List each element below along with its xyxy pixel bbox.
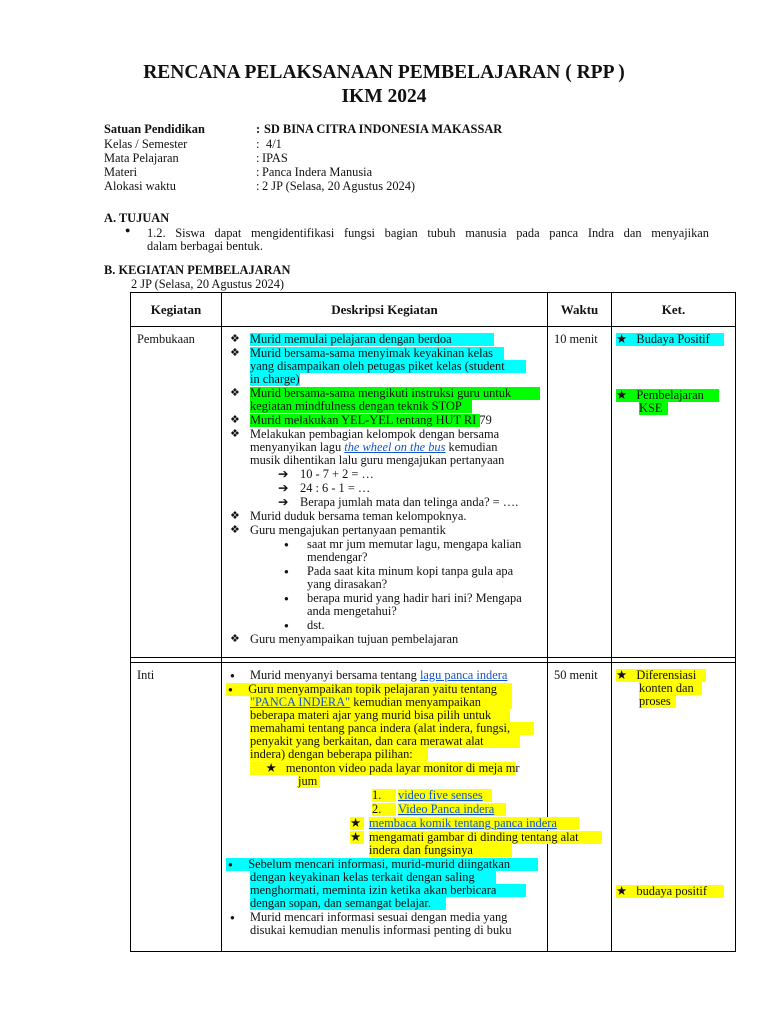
cell-deskripsi	[222, 327, 548, 658]
video-link-panca-indera[interactable]	[398, 803, 506, 816]
ket-text: KSE	[639, 402, 668, 415]
cell-kegiatan	[131, 663, 222, 952]
desc-text: Murid mencari informasi sesuai dengan media yang	[250, 910, 508, 924]
identity-sep: :	[256, 122, 261, 136]
desc-text: Murid menyanyi bersama tentang	[250, 668, 420, 682]
waktu-text: 10 menit	[554, 332, 598, 346]
list-number: 1.	[372, 789, 396, 802]
cell-ket	[612, 663, 736, 952]
ket-text: proses	[639, 695, 676, 708]
star-icon: ★	[616, 884, 628, 898]
link-text[interactable]: membaca komik tentang panca indera	[369, 816, 557, 830]
identity-value-materi: Panca Indera Manusia	[262, 165, 373, 179]
identity-sep: :	[256, 165, 260, 179]
bullet-icon: ●	[284, 540, 289, 549]
question-text: 24 : 6 - 1 = …	[300, 481, 371, 495]
cell-ket	[612, 327, 736, 658]
desc-text: dengan sopan, dan semangat belajar.	[250, 897, 446, 910]
identity-value-mapel: IPAS	[262, 151, 288, 165]
pemantik-text: dst.	[307, 618, 325, 632]
desc-text: kemudian menyampaikan	[350, 695, 481, 709]
desc-text: in charge)	[250, 372, 300, 386]
bullet-icon: ●	[284, 594, 289, 603]
topic-link-panca-indera[interactable]: "PANCA INDERA"	[250, 695, 351, 709]
table-row-pembukaan	[131, 327, 736, 658]
desc-text: menyanyikan lagu	[250, 440, 345, 454]
cell-kegiatan	[131, 327, 222, 658]
ket-text: konten dan	[639, 682, 702, 695]
question-text: Berapa jumlah mata dan telinga anda? = ….	[300, 495, 519, 509]
cell-waktu	[548, 327, 612, 658]
desc-text: Murid bersama-sama mengikuti instruksi guru untuk	[250, 387, 540, 400]
bullet-icon: ●	[230, 913, 235, 922]
star-icon: ★	[616, 388, 628, 402]
link-text[interactable]: video five senses	[398, 788, 483, 802]
desc-text: kegiatan mindfulness dengan teknik STOP	[250, 400, 472, 413]
arrow-right-icon: ➔	[278, 467, 289, 481]
table-header-row	[131, 293, 736, 327]
identity-label-alokasi: Alokasi waktu	[104, 179, 176, 193]
waktu-text: 50 menit	[554, 668, 598, 682]
song-link-panca-indera[interactable]: lagu panca indera	[419, 668, 508, 682]
desc-text: Murid memulai pelajaran dengan berdoa	[250, 333, 494, 346]
diamond-bullet-icon: ❖	[230, 333, 240, 345]
desc-text: Melakukan pembagian kelompok dengan bersama	[250, 427, 500, 441]
desc-text: Sebelum mencari informasi, murid-murid diingatkan	[248, 857, 511, 871]
header-waktu: Waktu	[548, 293, 612, 327]
diamond-bullet-icon: ❖	[230, 414, 240, 426]
kegiatan-table	[130, 292, 736, 952]
desc-text	[250, 761, 520, 775]
identity-value-kelas: 4/1	[266, 137, 282, 151]
diamond-bullet-icon: ❖	[230, 387, 240, 399]
arrow-right-icon: ➔	[278, 481, 289, 495]
pemantik-text: berapa murid yang hadir hari ini? Mengapa	[307, 591, 522, 605]
desc-text: menghormati, meminta izin ketika akan berbicara	[250, 884, 526, 897]
desc-text: mengamati gambar di dinding tentang alat	[369, 831, 602, 844]
table-row-inti	[131, 663, 736, 952]
desc-text: dengan keyakinan kelas terkait dengan saling	[250, 871, 496, 884]
desc-text: memahami tentang panca indera (alat indera, fungsi,	[250, 722, 534, 735]
bullet-icon: ●	[284, 621, 289, 630]
diamond-bullet-icon: ❖	[230, 347, 240, 359]
identity-value-alokasi: 2 JP (Selasa, 20 Agustus 2024)	[262, 179, 416, 193]
ket-text: Pembelajaran	[636, 388, 704, 402]
song-link-wheel-on-the-bus[interactable]: the wheel on the bus	[344, 440, 446, 454]
pemantik-text: anda mengetahui?	[307, 604, 397, 618]
header-ket: Ket.	[612, 293, 736, 327]
pemantik-text: saat mr jum memutar lagu, mengapa kalian	[307, 537, 522, 551]
comic-link-panca-indera[interactable]	[369, 817, 579, 830]
identity-label-kelas: Kelas / Semester	[104, 137, 188, 151]
identity-value-satuan: SD BINA CITRA INDONESIA MAKASSAR	[264, 122, 503, 136]
star-icon: ★	[616, 668, 628, 682]
kegiatan-label: Pembukaan	[137, 332, 195, 346]
tujuan-text-line1: 1.2. Siswa dapat mengidentifikasi fungsi bagian tubuh manusia pada panca Indra dan menyajikan	[147, 226, 709, 240]
desc-text: Guru menyampaikan tujuan pembelajaran	[250, 632, 459, 646]
desc-text: menonton video pada layar monitor di meja mr	[285, 761, 520, 775]
diamond-bullet-icon: ❖	[230, 510, 240, 522]
star-icon: ★	[350, 817, 364, 830]
question-text: 10 - 7 + 2 = …	[300, 467, 374, 481]
pemantik-text: Pada saat kita minum kopi tanpa gula apa	[307, 564, 514, 578]
diamond-bullet-icon: ❖	[230, 633, 240, 645]
desc-text: yang disampaikan oleh petugas piket kelas (student	[250, 360, 526, 373]
section-a-heading: A. TUJUAN	[104, 211, 170, 225]
identity-sep: :	[256, 137, 260, 151]
ket-text: budaya positif	[636, 884, 707, 898]
ket-label	[616, 885, 724, 898]
document-title: RENCANA PELAKSANAAN PEMBELAJARAN ( RPP )	[143, 62, 625, 83]
cell-waktu	[548, 663, 612, 952]
identity-sep: :	[256, 179, 260, 193]
kegiatan-label: Inti	[137, 668, 155, 682]
video-link-five-senses[interactable]	[398, 789, 492, 802]
desc-text: beberapa materi ajar yang murid bisa pilih untuk	[250, 709, 510, 722]
header-deskripsi: Deskripsi Kegiatan	[222, 293, 548, 327]
ket-text: Budaya Positif	[636, 332, 710, 346]
arrow-right-icon: ➔	[278, 495, 289, 509]
identity-sep: :	[256, 151, 260, 165]
desc-text: kemudian	[445, 440, 498, 454]
pemantik-text: mendengar?	[307, 550, 368, 564]
bullet-icon: ●	[226, 858, 242, 871]
document-subtitle: IKM 2024	[341, 86, 427, 107]
desc-text: indera) dengan beberapa pilihan:	[250, 748, 428, 761]
section-b-subheading: 2 JP (Selasa, 20 Agustus 2024)	[131, 277, 285, 291]
desc-text-with-link	[250, 669, 507, 682]
identity-label-materi: Materi	[104, 165, 138, 179]
tujuan-text-line2: dalam berbagai bentuk.	[147, 239, 263, 253]
desc-text: Murid duduk bersama teman kelompoknya.	[250, 509, 467, 523]
diamond-bullet-icon: ❖	[230, 428, 240, 440]
desc-text: musik dihentikan lalu guru mengajukan pertanyaan	[250, 453, 505, 467]
desc-text: Guru mengajukan pertanyaan pemantik	[250, 523, 446, 537]
desc-text: indera dan fungsinya	[369, 844, 512, 857]
bullet-icon: ●	[125, 225, 131, 235]
desc-text: Guru menyampaikan topik pelajaran yaitu tentang	[248, 682, 497, 696]
bullet-icon: ●	[284, 567, 289, 576]
star-icon: ★	[350, 831, 364, 844]
bullet-icon: ●	[230, 671, 235, 680]
list-number: 2.	[372, 803, 396, 816]
diamond-bullet-icon: ❖	[230, 524, 240, 536]
pemantik-text: yang dirasakan?	[307, 577, 388, 591]
header-kegiatan: Kegiatan	[131, 293, 222, 327]
ket-label	[616, 333, 724, 346]
desc-text: disukai kemudian menulis informasi penting di buku	[250, 923, 512, 937]
desc-text: jum	[298, 775, 320, 788]
ket-text: Diferensiasi	[636, 668, 697, 682]
identity-label-mapel: Mata Pelajaran	[104, 151, 179, 165]
star-icon: ★	[616, 332, 628, 346]
ket-label	[616, 389, 719, 402]
desc-text: Murid bersama-sama menyimak keyakinan kelas	[250, 347, 504, 360]
desc-text: Murid melakukan YEL-YEL tentang HUT RI 79	[250, 413, 492, 427]
section-b-heading: B. KEGIATAN PEMBELAJARAN	[104, 263, 291, 277]
link-text[interactable]: Video Panca indera	[398, 802, 495, 816]
identity-label-satuan: Satuan Pendidikan	[104, 122, 205, 136]
desc-text: penyakit yang berkaitan, dan cara merawat alat	[250, 735, 520, 748]
star-icon: ★	[250, 761, 277, 775]
bullet-icon: ●	[226, 683, 242, 696]
